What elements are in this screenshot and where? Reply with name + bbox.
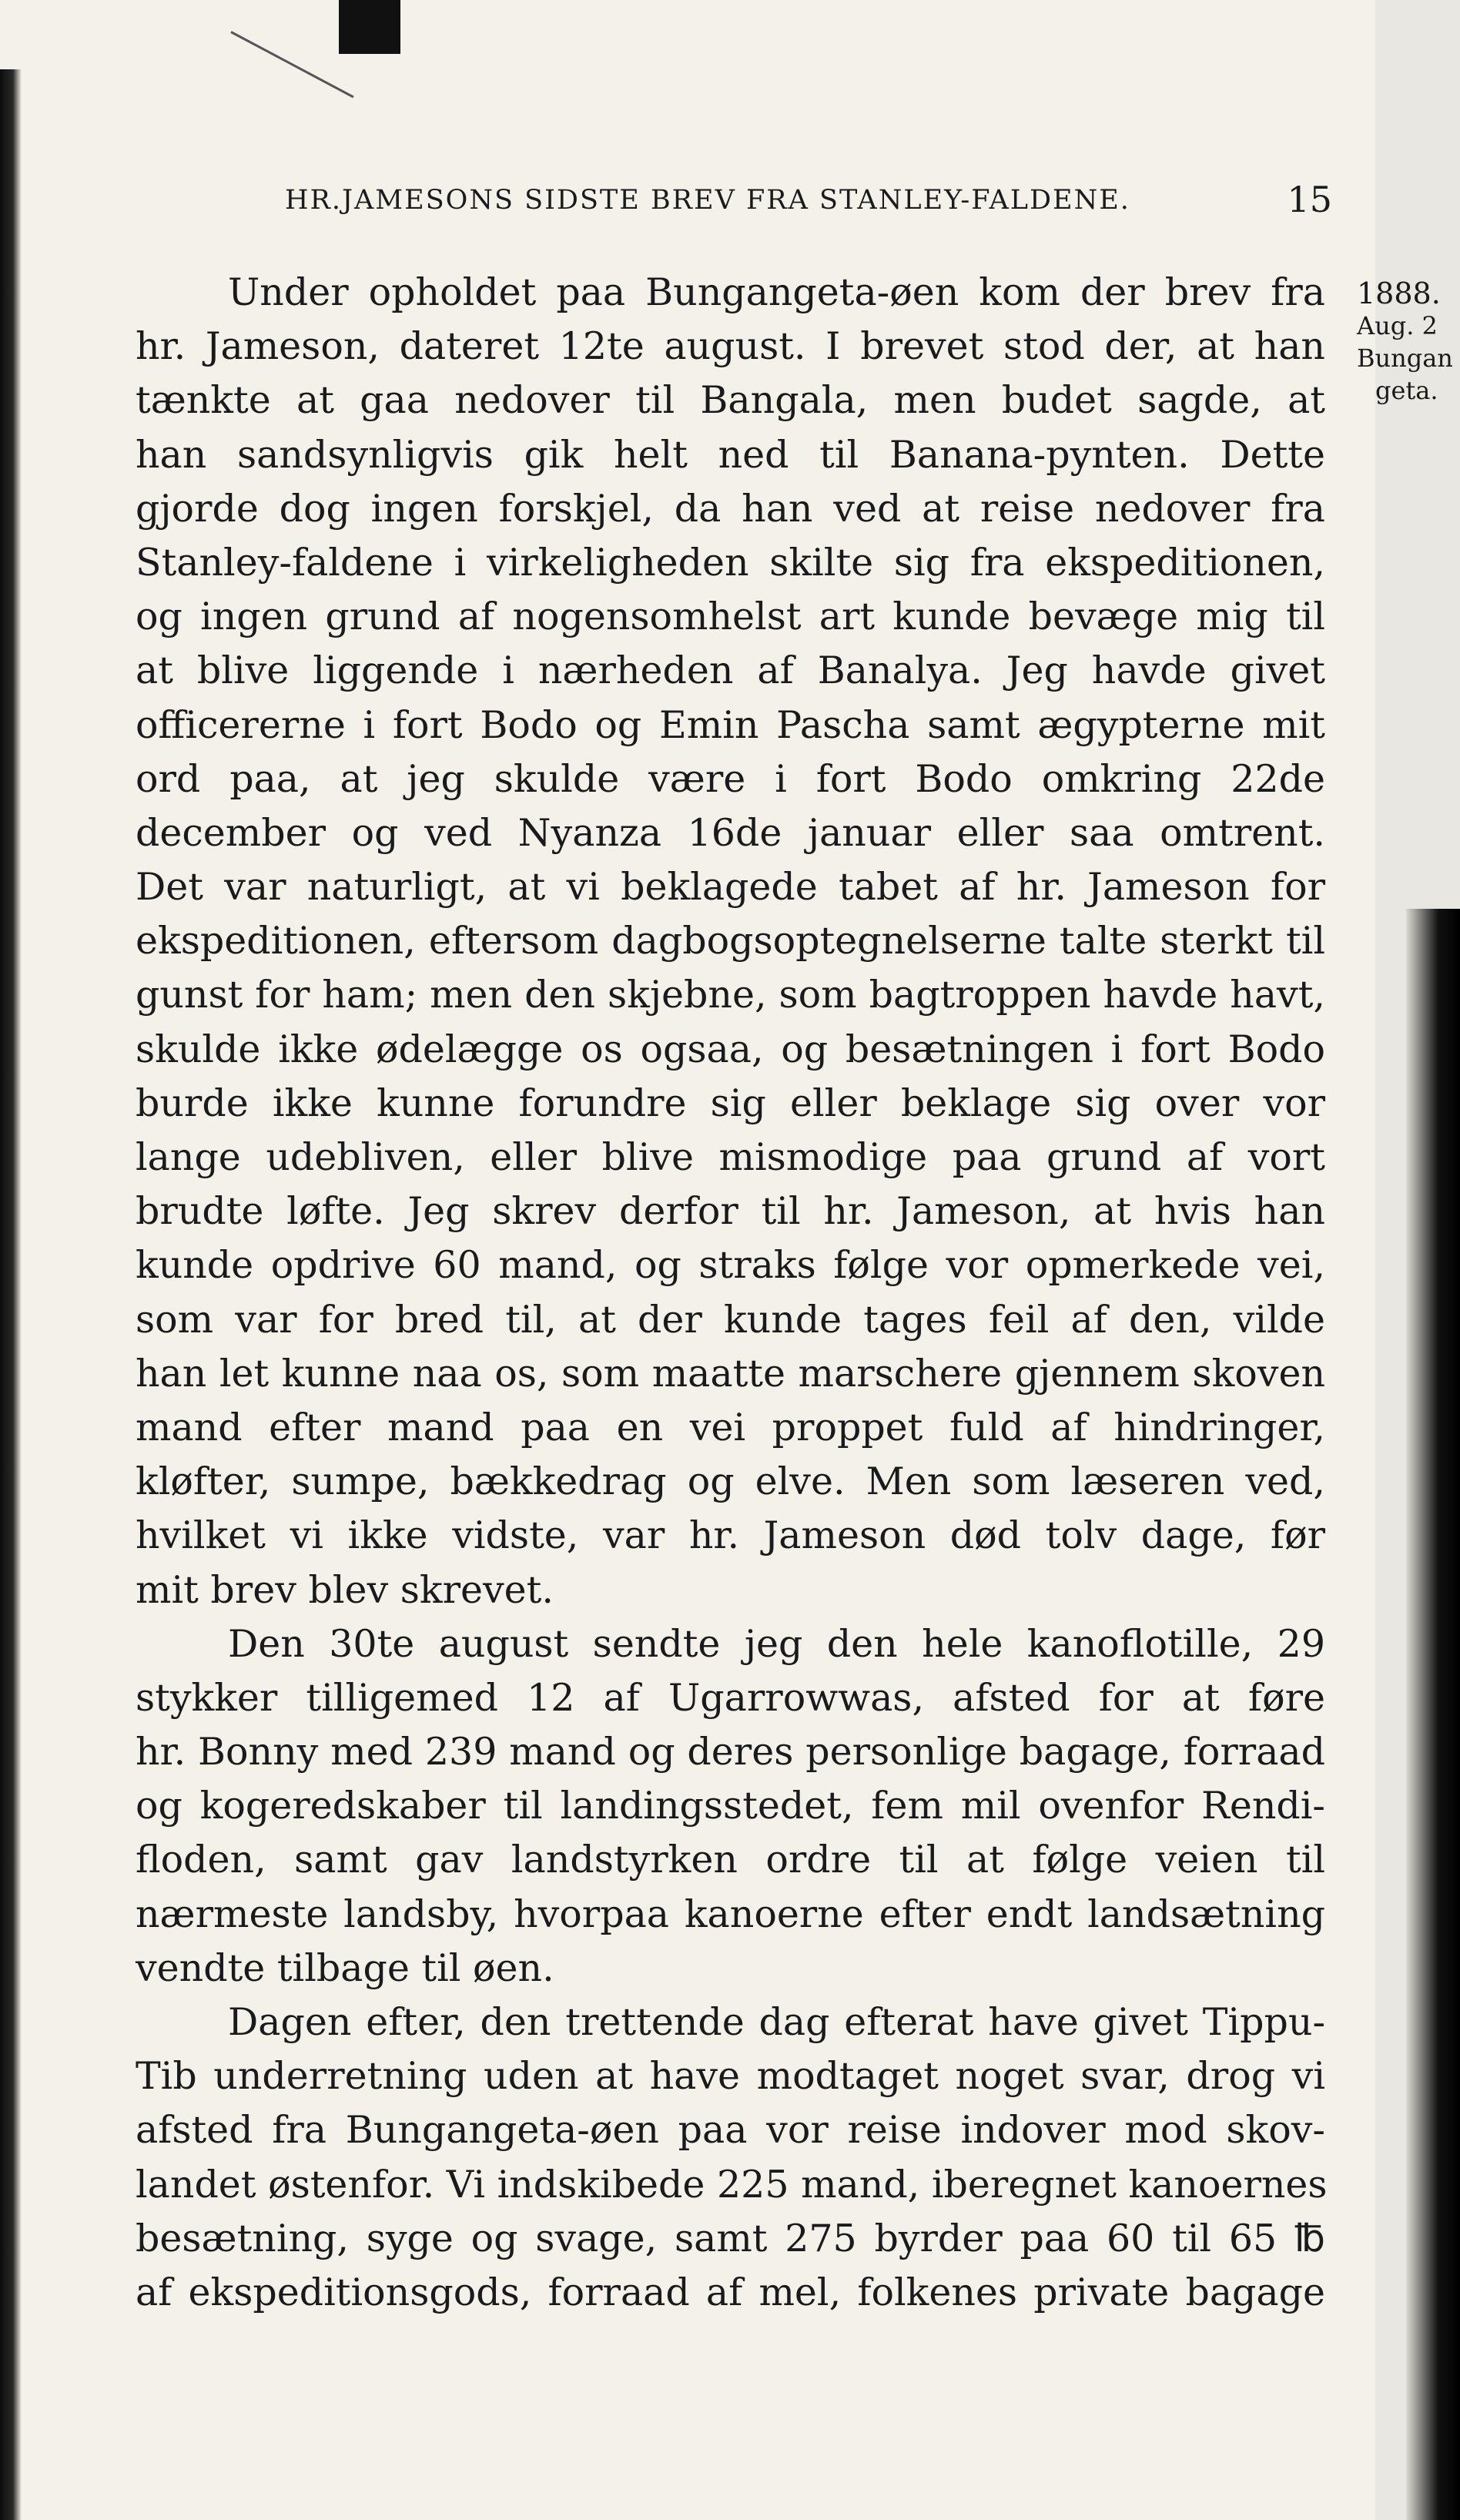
margin-notes — [1357, 277, 1460, 407]
scan-edge-artifact — [339, 0, 400, 54]
text-line: floden, samt gav landstyrken ordre til at følge veien til — [136, 1838, 1325, 1882]
scan-left-edge — [0, 69, 22, 2520]
text-line: vendte tilbage til øen. — [136, 1945, 554, 1990]
margin-note-place: Bungan — [1357, 343, 1453, 373]
text-line: nærmeste landsby, hvorpaa kanoerne efter endt landsætning — [136, 1892, 1325, 1936]
text-line: kunde opdrive 60 mand, og straks følge vor opmerkede vei, — [136, 1243, 1325, 1288]
text-line: tænkte at gaa nedover til Bangala, men budet sagde, at — [136, 378, 1325, 423]
text-line: ord paa, at jeg skulde være i fort Bodo omkring 22de — [136, 756, 1325, 801]
text-line: mit brev blev skrevet. — [136, 1567, 554, 1612]
text-line: besætning, syge og svage, samt 275 byrder paa 60 til 65 ℔ — [136, 2216, 1325, 2260]
margin-note-date: Aug. 2 — [1357, 311, 1438, 340]
text-line: lange udebliven, eller blive mismodige paa grund af vort — [136, 1135, 1325, 1179]
text-line: afsted fra Bungangeta-øen paa vor reise indover mod skov- — [136, 2108, 1325, 2153]
text-line: gunst for ham; men den skjebne, som bagtroppen havde havt, — [136, 973, 1325, 1017]
text-line: Dagen efter, den trettende dag efterat have givet Tippu- — [228, 2000, 1325, 2044]
text-line: som var for bred til, at der kunde tages feil af den, vilde — [136, 1297, 1325, 1342]
text-line: stykker tilligemed 12 af Ugarrowwas, afsted for at føre — [136, 1675, 1325, 1720]
text-line: mand efter mand paa en vei proppet fuld af hindringer, — [136, 1405, 1325, 1449]
margin-note-year: 1888. — [1357, 276, 1441, 310]
text-line: hr. Jameson, dateret 12te august. I brevet stod der, at han — [136, 324, 1325, 369]
text-line: han sandsynligvis gik helt ned til Banana-pynten. Dette — [136, 432, 1325, 477]
running-header — [285, 179, 1332, 220]
page-fold-mark — [230, 31, 353, 98]
text-line: burde ikke kunne forundre sig eller beklage sig over vor — [136, 1081, 1325, 1125]
text-line: Tib underretning uden at have modtaget noget svar, drog vi — [136, 2054, 1325, 2099]
text-line: og ingen grund af nogensomhelst art kunde bevæge mig til — [136, 595, 1325, 639]
text-line: Den 30te august sendte jeg den hele kanoflotille, 29 — [228, 1621, 1325, 1666]
text-line: at blive liggende i nærheden af Banalya. Jeg havde givet — [136, 648, 1325, 693]
text-line: skulde ikke ødelægge os ogsaa, og besætningen i fort Bodo — [136, 1027, 1325, 1071]
text-line: hr. Bonny med 239 mand og deres personlige bagage, forraad — [136, 1730, 1325, 1774]
text-line: Stanley-faldene i virkeligheden skilte sig fra ekspeditionen, — [136, 540, 1325, 585]
text-line: brudte løfte. Jeg skrev derfor til hr. Jameson, at hvis han — [136, 1189, 1325, 1234]
text-line: kløfter, sumpe, bækkedrag og elve. Men som læseren ved, — [136, 1459, 1325, 1504]
page-number: 15 — [1287, 179, 1332, 220]
text-line: officererne i fort Bodo og Emin Pascha samt ægypterne mit — [136, 702, 1325, 747]
running-title: HR.JAMESONS SIDSTE BREV FRA STANLEY-FALDENE. — [285, 185, 1130, 216]
margin-note-place-cont: geta. — [1375, 376, 1438, 405]
text-line: hvilket vi ikke vidste, var hr. Jameson død tolv dage, før — [136, 1513, 1325, 1558]
text-line: og kogeredskaber til landingsstedet, fem mil ovenfor Rendi- — [136, 1784, 1325, 1828]
text-line: ekspeditionen, eftersom dagbogsoptegnelserne talte sterkt til — [136, 919, 1325, 963]
body-text — [136, 266, 1328, 2320]
scan-right-edge — [1406, 909, 1460, 2520]
text-line: gjorde dog ingen forskjel, da han ved at reise nedover fra — [136, 486, 1325, 531]
text-line: han let kunne naa os, som maatte marschere gjennem skoven — [136, 1351, 1325, 1396]
text-line: december og ved Nyanza 16de januar eller saa omtrent. — [136, 810, 1325, 855]
text-line: Under opholdet paa Bungangeta-øen kom der brev fra — [228, 270, 1325, 314]
text-line: Det var naturligt, at vi beklagede tabet af hr. Jameson for — [136, 865, 1325, 910]
text-line: af ekspeditionsgods, forraad af mel, folkenes private bagage — [136, 2270, 1325, 2314]
text-line: landet østenfor. Vi indskibede 225 mand, iberegnet kanoernes — [136, 2162, 1328, 2207]
